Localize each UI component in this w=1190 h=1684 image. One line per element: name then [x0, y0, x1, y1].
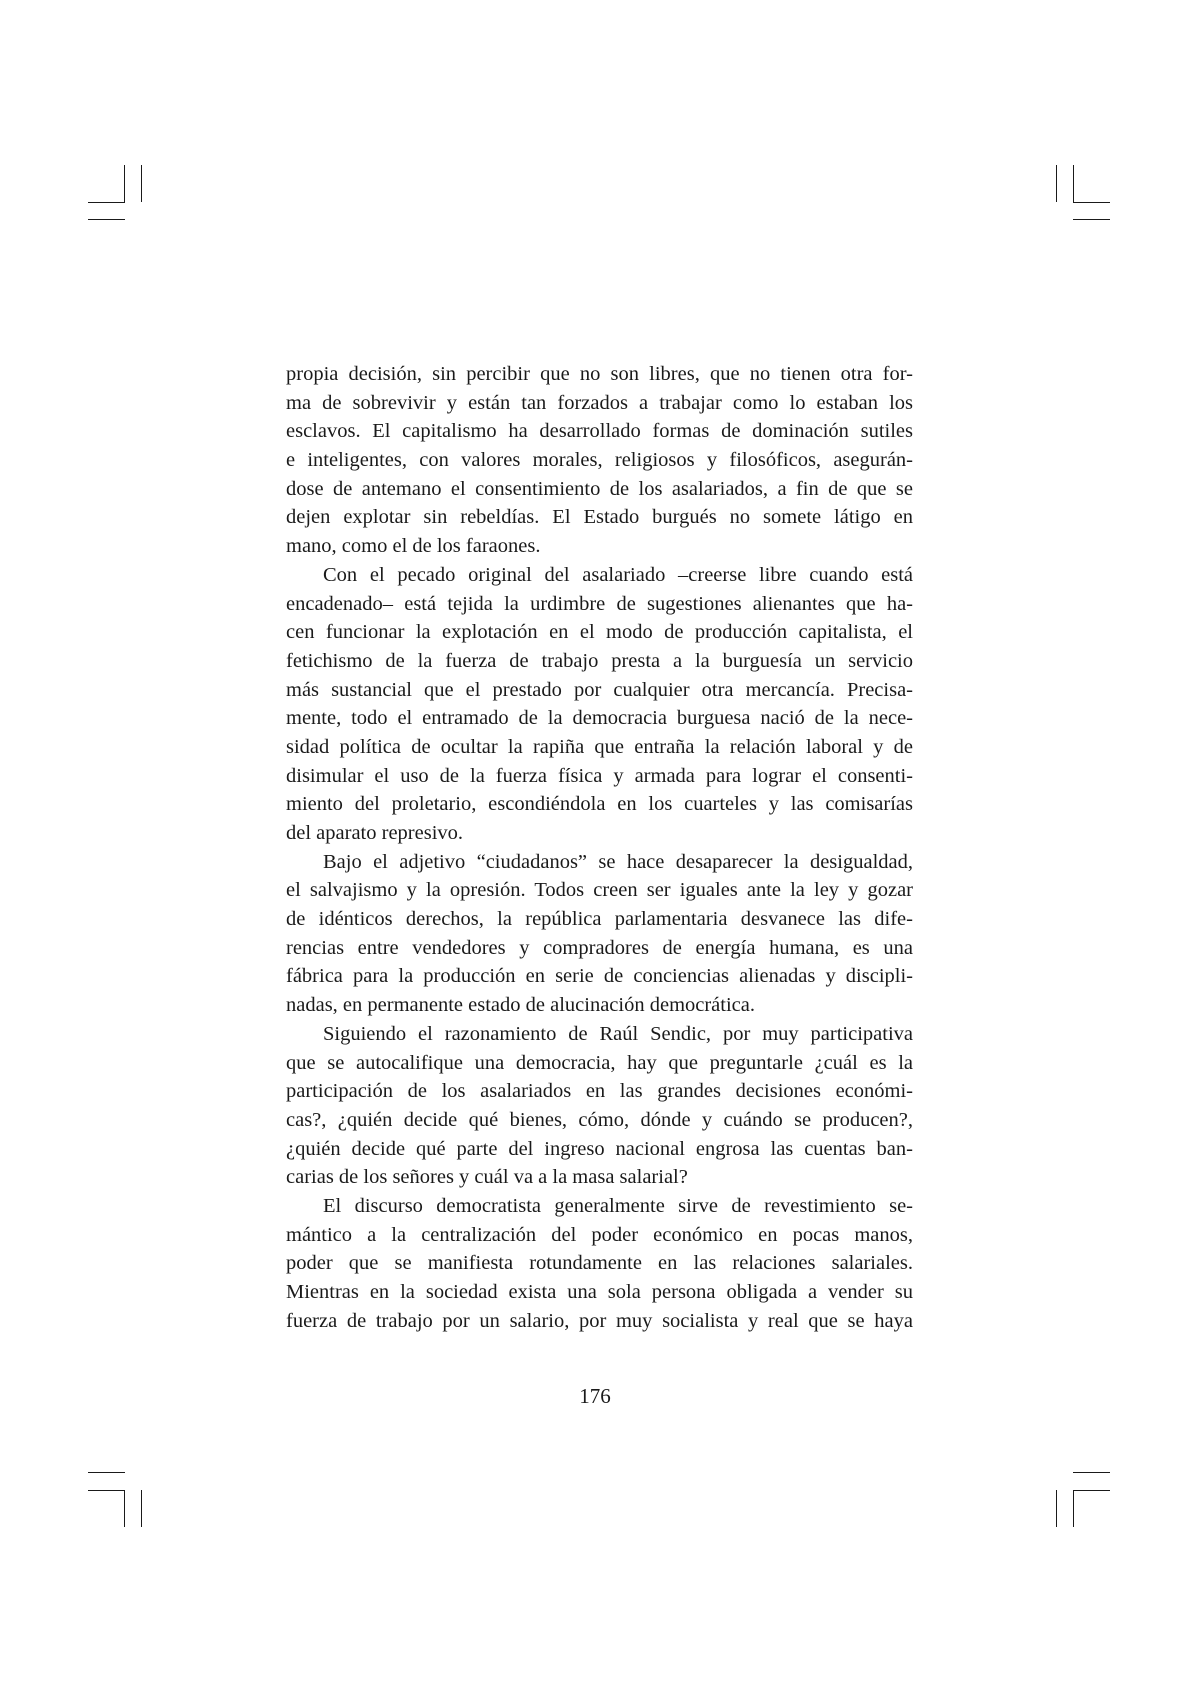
text-line: miento del proletario, escondiéndola en los cuarteles y las comisarías [286, 793, 913, 816]
crop-mark [1056, 1490, 1057, 1527]
crop-mark [124, 1490, 125, 1527]
crop-mark [124, 165, 125, 202]
text-line: cas?, ¿quién decide qué bienes, cómo, dónde y cuándo se producen?, [286, 1108, 913, 1131]
crop-mark [1056, 165, 1057, 202]
text-line: rencias entre vendedores y compradores de energía humana, es una [286, 936, 913, 959]
text-line: fetichismo de la fuerza de trabajo presta a la burguesía un servicio [286, 649, 913, 672]
page-number: 176 [579, 1384, 611, 1408]
paragraph [286, 360, 913, 561]
text-line: Mientras en la sociedad exista una sola persona obligada a vender su [286, 1281, 913, 1303]
crop-mark [1073, 1472, 1110, 1473]
text-line: mente, todo el entramado de la democracia burguesa nació de la nece- [286, 707, 913, 730]
text-line: fuerza de trabajo por un salario, por muy socialista y real que se haya [286, 1309, 913, 1332]
text-line: fábrica para la producción en serie de conciencias alienadas y discipli- [286, 965, 913, 988]
text-line: que se autocalifique una democracia, hay que preguntarle ¿cuál es la [286, 1051, 913, 1074]
text-line: propia decisión, sin percibir que no son libres, que no tienen otra for- [286, 363, 913, 385]
crop-mark [1073, 1490, 1074, 1527]
text-line: Bajo el adjetivo “ciudadanos” se hace desaparecer la desigualdad, [323, 850, 913, 873]
text-line: esclavos. El capitalismo ha desarrollado formas de dominación sutiles [286, 420, 913, 443]
crop-mark [141, 165, 142, 202]
paragraph [286, 1192, 913, 1335]
text-line: El discurso democratista generalmente sirve de revestimiento se- [323, 1194, 913, 1217]
text-line: el salvajismo y la opresión. Todos creen ser iguales ante la ley y gozar [286, 879, 913, 902]
text-line: mano, como el de los faraones. [286, 535, 541, 558]
crop-mark [88, 1472, 125, 1473]
text-line: poder que se manifiesta rotundamente en las relaciones salariales. [286, 1252, 913, 1275]
paragraph [286, 848, 913, 1020]
paragraph [286, 1020, 913, 1192]
text-line: sidad política de ocultar la rapiña que entraña la relación laboral y de [286, 735, 913, 758]
text-line: nadas, en permanente estado de alucinación democrática. [286, 994, 755, 1017]
text-line: disimular el uso de la fuerza física y armada para lograr el consenti- [286, 764, 913, 787]
paragraph [286, 561, 913, 848]
crop-mark [88, 202, 125, 203]
text-line: más sustancial que el prestado por cualquier otra mercancía. Precisa- [286, 678, 913, 701]
text-line: del aparato represivo. [286, 822, 464, 844]
text-line: encadenado– está tejida la urdimbre de sugestiones alienantes que ha- [286, 592, 913, 615]
body-text [286, 360, 913, 1335]
text-line: ¿quién decide qué parte del ingreso nacional engrosa las cuentas ban- [286, 1137, 913, 1160]
text-line: carias de los señores y cuál va a la masa salarial? [286, 1166, 688, 1189]
text-line: Siguiendo el razonamiento de Raúl Sendic, por muy participativa [323, 1022, 913, 1045]
crop-mark [88, 219, 125, 220]
text-line: e inteligentes, con valores morales, religiosos y filosóficos, asegurán- [286, 449, 913, 472]
crop-mark [88, 1490, 125, 1491]
crop-mark [141, 1490, 142, 1527]
crop-mark [1073, 202, 1110, 203]
text-line: Con el pecado original del asalariado –creerse libre cuando está [323, 563, 913, 586]
text-line: ma de sobrevivir y están tan forzados a trabajar como lo estaban los [286, 391, 913, 414]
text-line: cen funcionar la explotación en el modo de producción capitalista, el [286, 621, 913, 644]
crop-mark [1073, 1490, 1110, 1491]
crop-mark [1073, 219, 1110, 220]
text-line: mántico a la centralización del poder económico en pocas manos, [286, 1223, 913, 1246]
text-line: participación de los asalariados en las grandes decisiones económi- [286, 1080, 913, 1103]
text-line: dejen explotar sin rebeldías. El Estado burgués no somete látigo en [286, 506, 913, 529]
text-line: dose de antemano el consentimiento de los asalariados, a fin de que se [286, 477, 913, 500]
text-line: de idénticos derechos, la república parlamentaria desvanece las dife- [286, 908, 913, 931]
crop-mark [1073, 165, 1074, 202]
